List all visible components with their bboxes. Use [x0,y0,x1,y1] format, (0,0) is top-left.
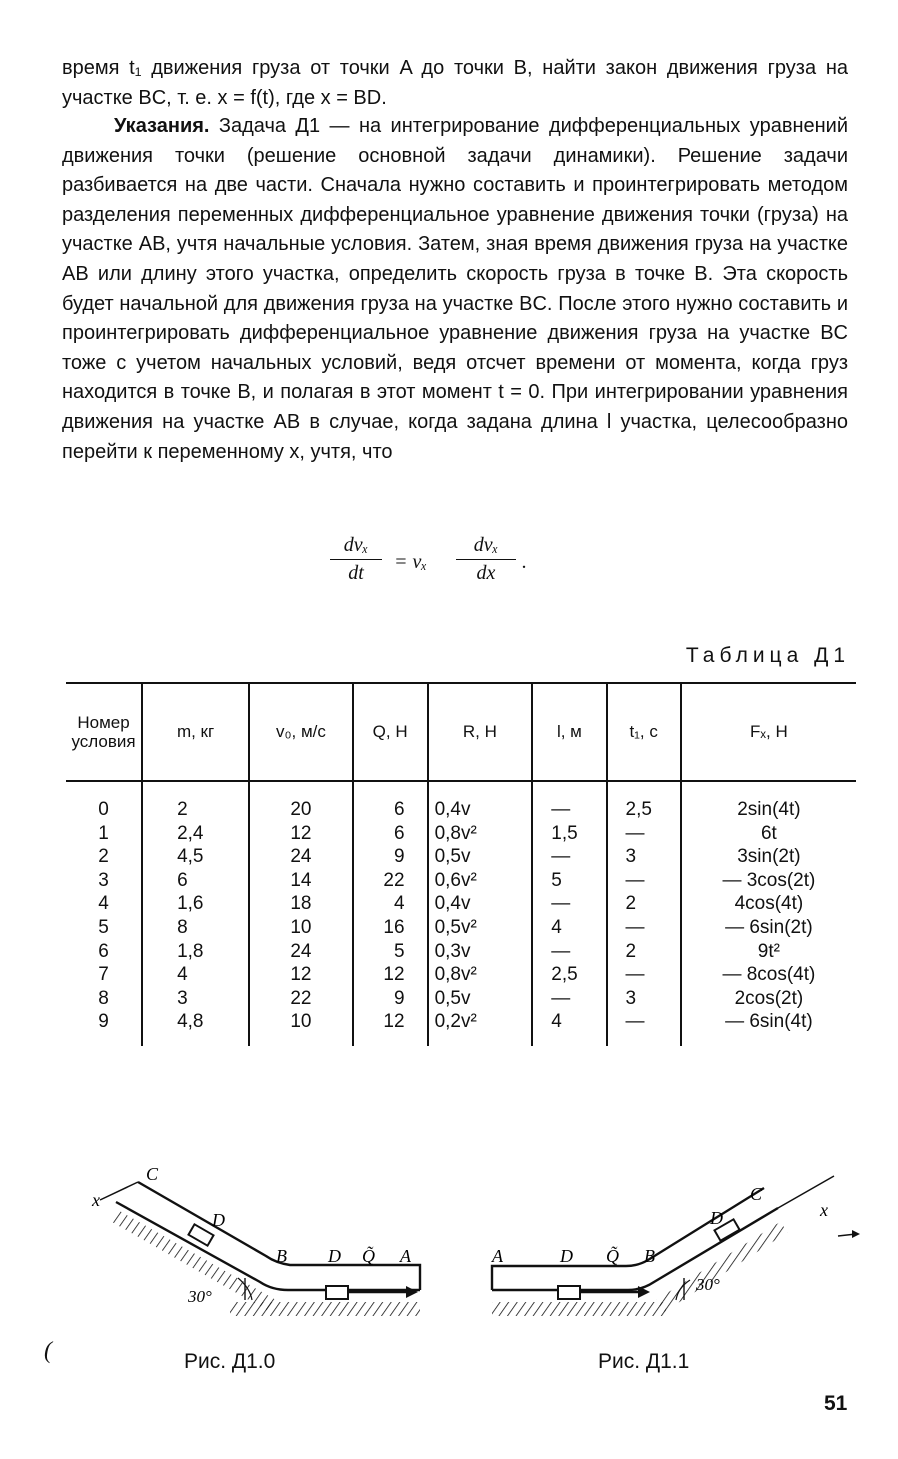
cell-mass: 2 [142,781,249,822]
fig1-label-d: D [560,1246,573,1266]
cell-v0: 18 [249,892,353,916]
cell-mass: 3 [142,987,249,1011]
cell-fx: — 6sin(4t) [681,1010,856,1046]
table-row [66,822,856,846]
cell-fx: 3sin(2t) [681,845,856,869]
stray-mark: ( [44,1338,52,1364]
formula-rhs-denominator: dx [476,562,496,584]
cell-q: 6 [353,781,428,822]
fig0-label-d2: D [328,1246,341,1266]
cell-t1: 2 [607,892,681,916]
table-row [66,963,856,987]
cell-q: 16 [353,916,428,940]
cell-number: 9 [98,1011,109,1033]
header-mass: m, кг [142,683,249,781]
cell-number: 8 [98,987,109,1009]
text-paragraph-intro: время t₁ движения груза от точки A до точки B, найти закон движения груза на участке BC, т. е. x = f(t), где x = BD. [62,57,848,109]
header-q: Q, Н [353,683,428,781]
cell-v0: 24 [249,845,353,869]
table-row [66,940,856,964]
cell-number: 2 [98,846,109,868]
table-row [66,781,856,822]
header-t1: t₁, с [607,683,681,781]
cell-q: 12 [353,963,428,987]
cell-t1: — [607,1010,681,1046]
cell-v0: 12 [249,963,353,987]
cell-fx: — 6sin(2t) [681,916,856,940]
cell-mass: 4,5 [142,845,249,869]
table-row [66,916,856,940]
cell-fx: 2cos(2t) [681,987,856,1011]
cell-v0: 14 [249,869,353,893]
table-row [66,892,856,916]
cell-q: 5 [353,940,428,964]
table-title: Таблица Д1 [685,644,850,667]
cell-l: 4 [532,916,606,940]
cell-l: — [532,940,606,964]
cell-l: 4 [532,1010,606,1046]
cell-number: 6 [98,940,109,962]
fig0-label-c: C [146,1164,159,1184]
fig1-label-x: x [820,1200,828,1220]
formula-lhs-numerator: dvₓ [343,534,369,556]
cell-number: 3 [98,869,109,891]
header-v0: v₀, м/с [249,683,353,781]
formula-lhs-denominator: dt [348,562,364,584]
cell-r: 0,2v² [428,1010,533,1046]
cell-q: 6 [353,822,428,846]
header-l: l, м [532,683,606,781]
cell-r: 0,8v² [428,963,533,987]
formula-rhs-numerator: dvₓ [473,534,499,556]
cell-t1: — [607,963,681,987]
cell-r: 0,6v² [428,869,533,893]
cell-q: 9 [353,845,428,869]
table-row [66,1010,856,1046]
cell-mass: 4,8 [142,1010,249,1046]
cell-l: — [532,781,606,822]
cell-t1: — [607,822,681,846]
cell-r: 0,5v [428,845,533,869]
page-number: 51 [824,1392,848,1415]
cell-number: 5 [98,916,109,938]
header-fx: Fₓ, Н [681,683,856,781]
fig1-label-q: Q̃ [606,1246,619,1266]
fig1-label-b: B [644,1246,655,1266]
cell-r: 0,8v² [428,822,533,846]
cell-l: 2,5 [532,963,606,987]
cell-v0: 10 [249,916,353,940]
cell-q: 12 [353,1010,428,1046]
cell-mass: 4 [142,963,249,987]
cell-fx: 2sin(4t) [681,781,856,822]
fig1-label-a: A [492,1246,503,1266]
cell-number: 1 [98,822,109,844]
fig0-label-d: D [212,1210,225,1230]
cell-number: 0 [98,799,109,820]
header-r: R, Н [428,683,533,781]
cell-number: 4 [98,893,109,915]
cell-mass: 6 [142,869,249,893]
cell-v0: 20 [249,781,353,822]
table-body [66,781,856,1046]
cell-q: 4 [353,892,428,916]
cell-r: 0,3v [428,940,533,964]
cell-t1: 3 [607,845,681,869]
cell-fx: — 8cos(4t) [681,963,856,987]
formula-equals: = vₓ [394,551,428,573]
formula-rhs-fraction [456,534,516,585]
cell-mass: 8 [142,916,249,940]
cell-r: 0,4v [428,892,533,916]
fig1-label-d2: D [710,1208,723,1228]
cell-v0: 10 [249,1010,353,1046]
table-row [66,845,856,869]
cell-r: 0,5v [428,987,533,1011]
cell-l: 5 [532,869,606,893]
cell-l: — [532,845,606,869]
text-paragraph-instructions [62,112,848,467]
figure-d1-0 [80,1160,440,1330]
table-row [66,869,856,893]
cell-t1: 2,5 [607,781,681,822]
cell-v0: 22 [249,987,353,1011]
formula-end: . [522,551,527,573]
cell-fx: 6t [681,822,856,846]
fig0-label-a: A [400,1246,411,1266]
cell-fx: — 3cos(2t) [681,869,856,893]
cell-q: 22 [353,869,428,893]
fig1-label-c: C [750,1184,763,1204]
formula-lhs-fraction [330,534,382,585]
header-number: Номер условия [66,683,142,781]
table-header-row [66,683,856,781]
floor-hatching [230,1302,420,1316]
figure-caption-d1-1: Рис. Д1.1 [598,1350,690,1373]
cell-l: — [532,987,606,1011]
cell-number: 7 [98,964,109,986]
cell-mass: 1,8 [142,940,249,964]
table-row [66,987,856,1011]
instructions-heading: Указания. [114,115,210,137]
fig0-label-angle: 30° [188,1287,212,1306]
cell-fx: 4cos(4t) [681,892,856,916]
fig0-label-b: B [276,1246,287,1266]
fig1-label-angle: 30° [696,1275,720,1294]
cell-mass: 1,6 [142,892,249,916]
figure-caption-d1-0: Рис. Д1.0 [184,1350,276,1373]
floor-hatching [492,1302,666,1316]
cell-v0: 24 [249,940,353,964]
cell-t1: 3 [607,987,681,1011]
cell-r: 0,5v² [428,916,533,940]
cell-r: 0,4v [428,781,533,822]
cell-l: 1,5 [532,822,606,846]
fig0-label-q: Q̃ [362,1246,375,1266]
cell-l: — [532,892,606,916]
cell-q: 9 [353,987,428,1011]
data-table [66,682,856,1046]
cell-v0: 12 [249,822,353,846]
cell-t1: — [607,869,681,893]
cell-t1: — [607,916,681,940]
figure-d1-1 [488,1160,868,1330]
velocity-formula [330,534,590,604]
instructions-body: Задача Д1 — на интегрирование дифференциальных уравнений движения точки (решение основной задачи динамики). Решение задачи разбивается на две части. Сначала нужно составить и проинтегрировать методом разделения переменных дифференциальное уравнение движения точки (груза) на участке AB, учтя начальные условия. Затем, зная время движения груза на участке AB или длину этого участка, определить скорость груза в точке B. Эта скорость будет начальной для движения груза на участке BC. После этого нужно составить и проинтегрировать дифференциальное уравнение движения груза на участке BC тоже с учетом начальных условий, ведя отсчет времени от момента, когда груз находится в точке B, и полагая в этот момент t = 0. При интегрировании уравнения движения на участке AB в случае, когда задана длина l участка, целесообразно перейти к переменному x, учтя, что [62,115,848,463]
cell-mass: 2,4 [142,822,249,846]
cell-t1: 2 [607,940,681,964]
cell-fx: 9t² [681,940,856,964]
fig0-label-x: x [92,1190,100,1210]
